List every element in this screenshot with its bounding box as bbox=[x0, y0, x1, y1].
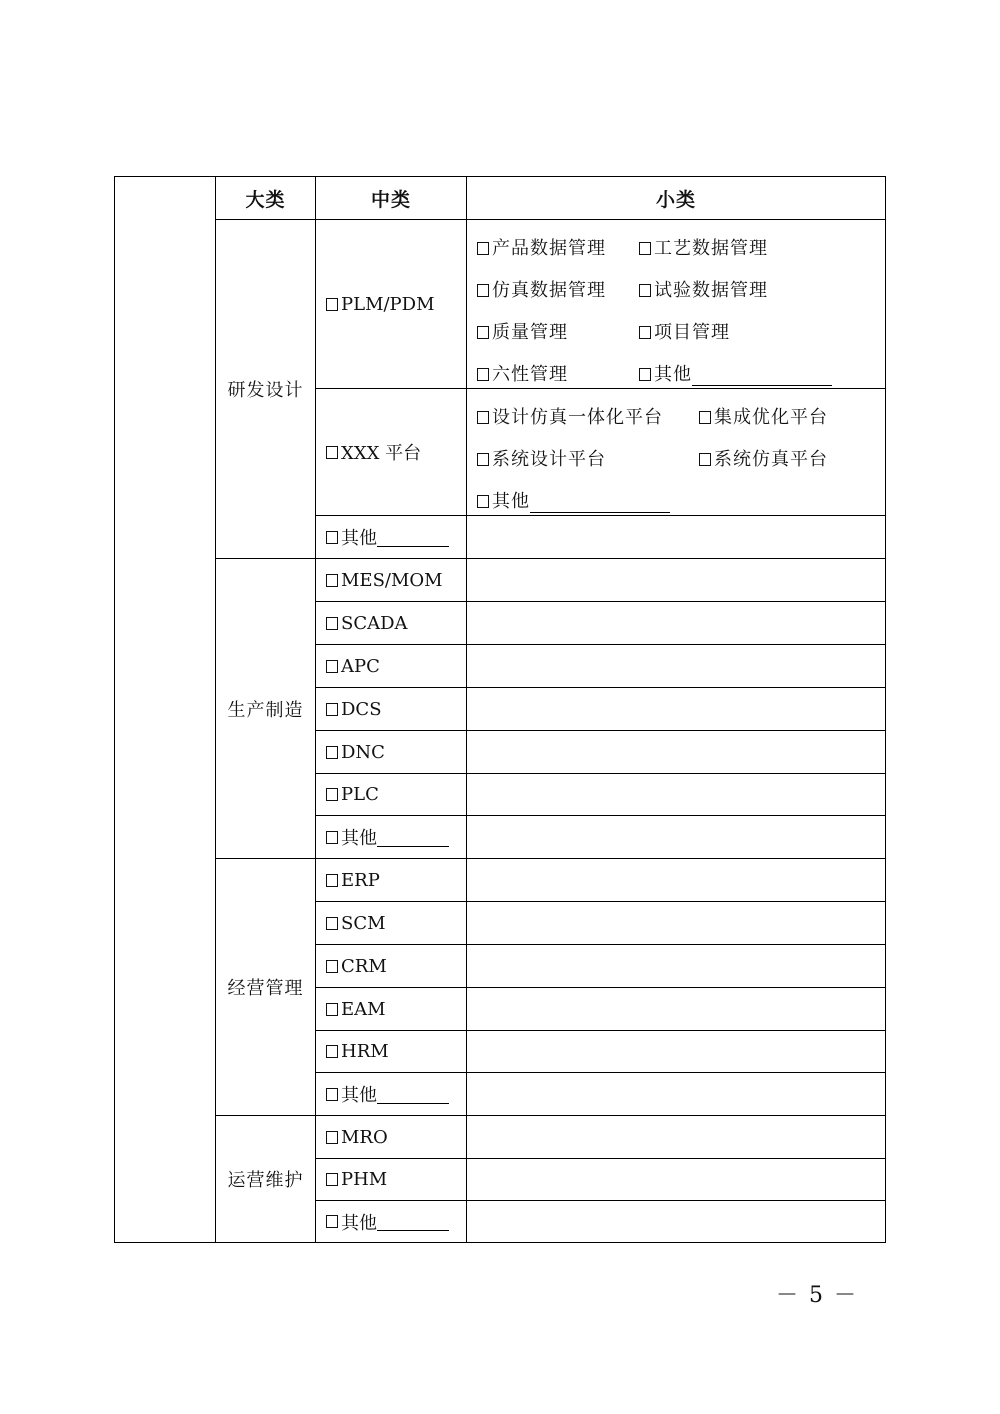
subitems-empty bbox=[466, 944, 886, 987]
checkbox[interactable] bbox=[639, 242, 651, 255]
item-label: DCS bbox=[341, 698, 382, 720]
checkbox[interactable] bbox=[639, 368, 651, 381]
category-rd bbox=[215, 219, 315, 558]
item-label: APC bbox=[341, 655, 380, 677]
item-other bbox=[315, 815, 466, 858]
fill-in-blank[interactable] bbox=[530, 494, 670, 513]
item-scada bbox=[315, 601, 466, 644]
subitems-empty bbox=[466, 558, 886, 601]
checkbox[interactable] bbox=[326, 831, 338, 844]
subitem-label: 系统设计平台 bbox=[492, 449, 606, 470]
subitem bbox=[639, 276, 768, 302]
subitems-empty bbox=[466, 601, 886, 644]
category-operations-maintenance bbox=[215, 1115, 315, 1243]
item-apc bbox=[315, 644, 466, 687]
item-mro bbox=[315, 1115, 466, 1158]
item-label: HRM bbox=[341, 1041, 389, 1062]
subitem-label: 六性管理 bbox=[492, 364, 568, 385]
item-label: XXX 平台 bbox=[341, 443, 422, 464]
subitems-empty bbox=[466, 1030, 886, 1072]
checkbox[interactable] bbox=[639, 284, 651, 297]
fill-in-blank[interactable] bbox=[692, 367, 832, 386]
item-other bbox=[315, 515, 466, 558]
item-phm bbox=[315, 1158, 466, 1200]
subitem-label: 产品数据管理 bbox=[492, 238, 606, 259]
item-label: EAM bbox=[341, 998, 386, 1020]
item-other bbox=[315, 1072, 466, 1115]
item-label: ERP bbox=[341, 869, 380, 891]
checkbox[interactable] bbox=[477, 326, 489, 339]
header-minor-text: 小类 bbox=[655, 188, 696, 211]
subitem-label: 设计仿真一体化平台 bbox=[492, 407, 663, 428]
checkbox[interactable] bbox=[699, 411, 711, 424]
category-name: 生产制造 bbox=[227, 699, 304, 721]
item-label: MES/MOM bbox=[341, 569, 443, 591]
subitem-label: 项目管理 bbox=[654, 322, 730, 343]
checkbox[interactable] bbox=[326, 574, 338, 587]
item-label: 其他 bbox=[341, 1212, 377, 1234]
subitem-label: 其他 bbox=[654, 364, 692, 385]
subitem-other bbox=[477, 487, 670, 513]
fill-in-blank[interactable] bbox=[377, 1212, 449, 1231]
checkbox[interactable] bbox=[326, 1131, 338, 1144]
subitem bbox=[477, 234, 606, 260]
fill-in-blank[interactable] bbox=[377, 828, 449, 847]
category-business-management bbox=[215, 858, 315, 1115]
subitems-plm-pdm bbox=[466, 219, 886, 388]
checkbox[interactable] bbox=[326, 1215, 338, 1228]
subitem-label: 工艺数据管理 bbox=[654, 238, 768, 259]
subitems-empty bbox=[466, 644, 886, 687]
item-crm bbox=[315, 944, 466, 987]
subitem bbox=[639, 318, 730, 344]
checkbox[interactable] bbox=[326, 446, 338, 459]
header-major bbox=[215, 176, 315, 219]
item-plc bbox=[315, 773, 466, 815]
item-label: PLC bbox=[341, 784, 379, 805]
fill-in-blank[interactable] bbox=[377, 528, 449, 547]
subitems-empty bbox=[466, 515, 886, 558]
item-label: 其他 bbox=[341, 528, 377, 549]
item-label: SCM bbox=[341, 912, 386, 934]
checkbox[interactable] bbox=[326, 298, 338, 311]
subitems-empty bbox=[466, 815, 886, 858]
subitem-label: 仿真数据管理 bbox=[492, 280, 606, 301]
subitem-other bbox=[639, 360, 832, 386]
item-label: 其他 bbox=[341, 1085, 377, 1106]
checkbox[interactable] bbox=[699, 453, 711, 466]
checkbox[interactable] bbox=[477, 284, 489, 297]
item-label: SCADA bbox=[341, 612, 408, 634]
subitem bbox=[477, 360, 568, 386]
subitem bbox=[639, 234, 768, 260]
subitem-label: 质量管理 bbox=[492, 322, 568, 343]
checkbox[interactable] bbox=[326, 660, 338, 673]
header-major-text: 大类 bbox=[245, 188, 286, 211]
checkbox[interactable] bbox=[326, 531, 338, 544]
subitem bbox=[699, 403, 828, 429]
form-table bbox=[114, 176, 886, 1243]
category-name: 运营维护 bbox=[227, 1170, 304, 1191]
item-hrm bbox=[315, 1030, 466, 1072]
subitem bbox=[699, 445, 828, 471]
checkbox[interactable] bbox=[639, 326, 651, 339]
item-plm-pdm bbox=[315, 219, 466, 388]
subitems-empty bbox=[466, 687, 886, 730]
subitem bbox=[477, 403, 663, 429]
checkbox[interactable] bbox=[326, 917, 338, 930]
left-blank-column bbox=[114, 176, 215, 1243]
subitem-label: 试验数据管理 bbox=[654, 280, 768, 301]
subitems-xxx-platform bbox=[466, 388, 886, 515]
item-label: PLM/PDM bbox=[341, 293, 435, 315]
subitem-label: 集成优化平台 bbox=[714, 407, 828, 428]
subitem bbox=[477, 445, 606, 471]
subitems-empty bbox=[466, 773, 886, 815]
checkbox[interactable] bbox=[477, 411, 489, 424]
subitems-empty bbox=[466, 1158, 886, 1200]
checkbox[interactable] bbox=[326, 1045, 338, 1058]
subitems-empty bbox=[466, 987, 886, 1030]
subitem bbox=[477, 318, 568, 344]
checkbox[interactable] bbox=[326, 1088, 338, 1101]
item-mes-mom bbox=[315, 558, 466, 601]
item-dnc bbox=[315, 730, 466, 773]
item-label: DNC bbox=[341, 741, 385, 763]
subitems-empty bbox=[466, 1072, 886, 1115]
subitems-empty bbox=[466, 730, 886, 773]
checkbox[interactable] bbox=[326, 746, 338, 759]
subitems-empty bbox=[466, 901, 886, 944]
checkbox[interactable] bbox=[326, 874, 338, 887]
checkbox[interactable] bbox=[477, 242, 489, 255]
checkbox[interactable] bbox=[326, 1173, 338, 1186]
checkbox[interactable] bbox=[477, 453, 489, 466]
checkbox[interactable] bbox=[326, 1003, 338, 1016]
header-middle bbox=[315, 176, 466, 219]
subitems-empty bbox=[466, 1200, 886, 1243]
item-label: CRM bbox=[341, 955, 387, 977]
item-label: PHM bbox=[341, 1169, 388, 1190]
item-label: MRO bbox=[341, 1126, 388, 1148]
fill-in-blank[interactable] bbox=[377, 1085, 449, 1104]
checkbox[interactable] bbox=[477, 495, 489, 508]
category-name: 研发设计 bbox=[227, 380, 304, 401]
page-number: － 5 － bbox=[776, 1283, 858, 1308]
checkbox[interactable] bbox=[326, 703, 338, 716]
item-label: 其他 bbox=[341, 828, 377, 849]
category-name: 经营管理 bbox=[227, 978, 304, 999]
subitem-label: 其他 bbox=[492, 491, 530, 512]
checkbox[interactable] bbox=[326, 617, 338, 630]
checkbox[interactable] bbox=[477, 368, 489, 381]
checkbox[interactable] bbox=[326, 960, 338, 973]
subitem bbox=[477, 276, 606, 302]
item-erp bbox=[315, 858, 466, 901]
item-eam bbox=[315, 987, 466, 1030]
subitems-empty bbox=[466, 858, 886, 901]
header-minor bbox=[466, 176, 886, 219]
item-scm bbox=[315, 901, 466, 944]
item-xxx-platform bbox=[315, 388, 466, 515]
checkbox[interactable] bbox=[326, 788, 338, 801]
header-middle-text: 中类 bbox=[370, 188, 411, 211]
subitems-empty bbox=[466, 1115, 886, 1158]
subitem-label: 系统仿真平台 bbox=[714, 449, 828, 470]
item-other bbox=[315, 1200, 466, 1243]
category-manufacturing bbox=[215, 558, 315, 858]
item-dcs bbox=[315, 687, 466, 730]
